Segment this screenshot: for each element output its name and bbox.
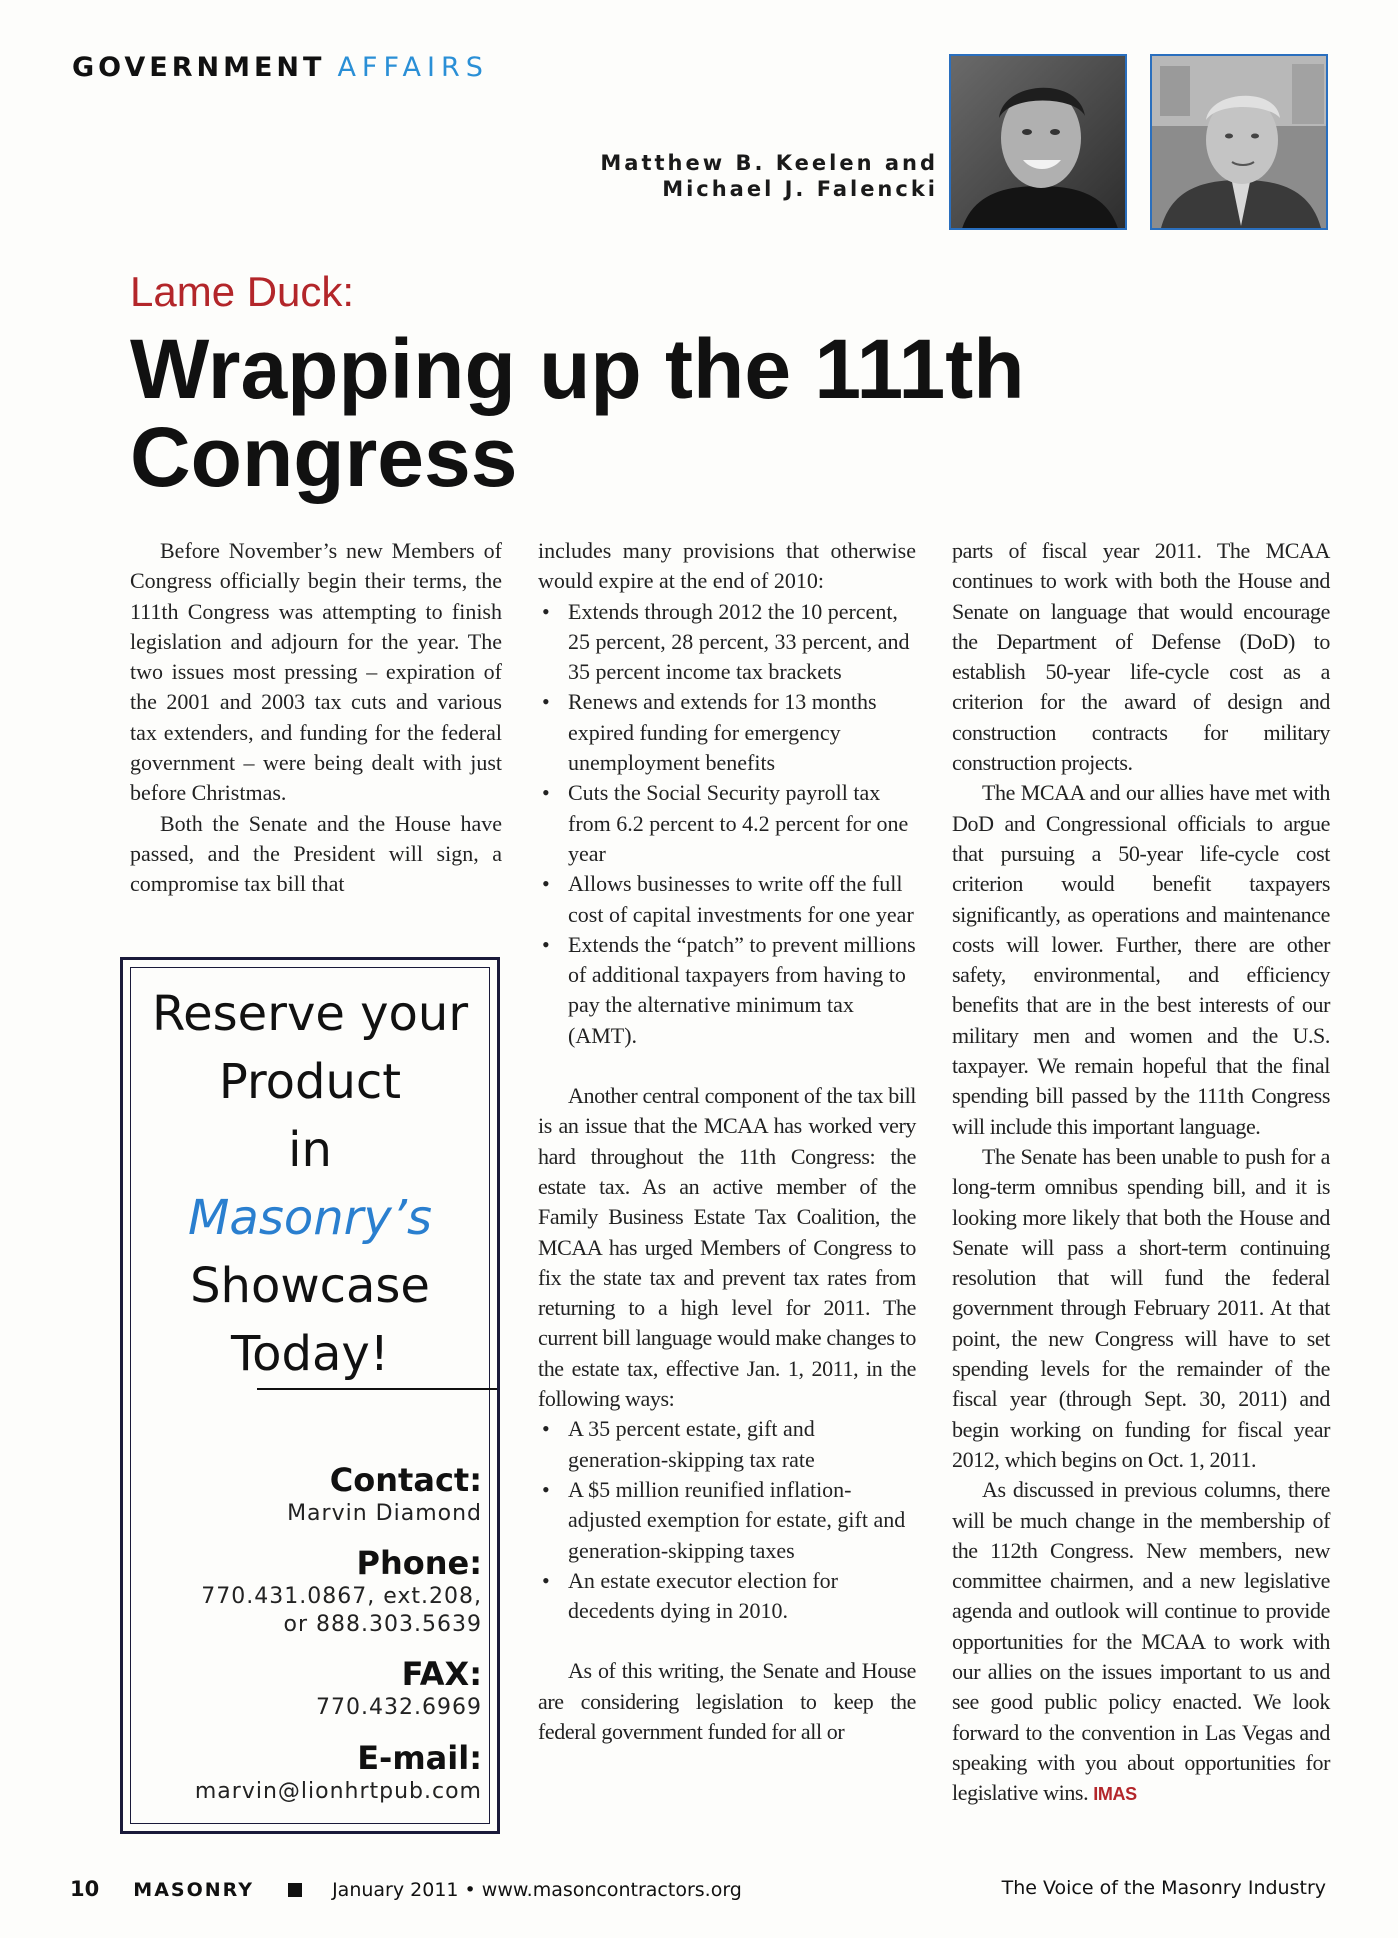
list-item: • Cuts the Social Security payroll tax from 6.2 percent to 4.2 percent for one year bbox=[538, 778, 916, 869]
fax-label: FAX: bbox=[401, 1655, 482, 1693]
list-item: • Extends through 2012 the 10 percent, 25 percent, 28 percent, 33 percent, and 35 percent income tax brackets bbox=[538, 597, 916, 688]
paragraph: As of this writing, the Senate and House are considering legislation to keep the federal government funded for all or bbox=[538, 1658, 916, 1744]
list-item: • Allows businesses to write off the full cost of capital investments for one year bbox=[538, 869, 916, 930]
phone-value-alt: or 888.303.5639 bbox=[283, 1612, 482, 1637]
estate-tax-list bbox=[538, 1414, 916, 1626]
paragraph: includes many provisions that otherwise would expire at the end of 2010: bbox=[538, 538, 916, 594]
phone-value: 770.431.0867, ext.208, bbox=[201, 1584, 482, 1609]
section-label-secondary: AFFAIRS bbox=[337, 52, 489, 83]
footer-square-icon bbox=[288, 1883, 302, 1897]
ad-line: Reserve your bbox=[151, 986, 469, 1042]
footer-left bbox=[70, 1877, 742, 1901]
paragraph-final bbox=[952, 1475, 1330, 1809]
headline-line-1: Wrapping up the 111th bbox=[130, 322, 1025, 416]
ad-contact-block bbox=[287, 1460, 482, 1528]
ad-line: Showcase bbox=[190, 1258, 430, 1314]
article-column-2 bbox=[538, 536, 916, 1747]
paragraph-text: As discussed in previous columns, there will be much change in the membership of the 112th Congress. New members, new committee chairmen, and a new legislative agenda and outlook will continue to provide opportunities for the MCAA to work with our allies on the issues important to us and see good public policy enacted. We look forward to the convention in Las Vegas and speaking with you about opportunities for legislative wins. bbox=[952, 1477, 1330, 1806]
paragraph: The MCAA and our allies have met with DoD and Congressional officials to argue that pursuing a 50-year life-cycle cost criterion would benefit taxpayers significantly, as operations and maintenance costs will lower. Further, there are other safety, environmental, and efficiency benefits that are in the best interests of our military men and women and the U.S. taxpayer. We remain hopeful that the final spending bill passed by the 111th Congress will include this important language. bbox=[952, 780, 1330, 1139]
author-photo-keelen bbox=[949, 54, 1127, 230]
list-item: • A 35 percent estate, gift and generation-skipping tax rate bbox=[538, 1414, 916, 1475]
paragraph: Both the Senate and the House have passed, and the President will sign, a compromise tax bill that bbox=[130, 810, 502, 897]
list-item: • An estate executor election for decedents dying in 2010. bbox=[538, 1566, 916, 1627]
ad-fax-block bbox=[316, 1654, 482, 1722]
portrait-image bbox=[951, 56, 1127, 230]
paragraph: parts of fiscal year 2011. The MCAA continues to work with both the House and Senate on language that would encourage the Department of Defense (DoD) to establish 50-year life-cycle cost as a criterion for the award of design and construction contracts for military construction projects. bbox=[952, 538, 1330, 776]
article-column-1 bbox=[130, 536, 502, 900]
headline-line-2: Congress bbox=[130, 410, 518, 504]
email-link[interactable]: marvin@lionhrtpub.com bbox=[194, 1779, 482, 1804]
byline-line-1: Matthew B. Keelen and bbox=[600, 151, 938, 175]
article-headline bbox=[130, 322, 1025, 504]
kicker-title: Lame Duck: bbox=[130, 268, 355, 315]
list-item: • Extends the “patch” to prevent millions of additional taxpayers from having to pay the alternative minimum tax (AMT). bbox=[538, 930, 916, 1051]
portrait-image bbox=[1152, 56, 1328, 230]
list-item: • A $5 million reunified inflation-adjusted exemption for estate, gift and generation-skipping taxes bbox=[538, 1475, 916, 1566]
ad-headline bbox=[123, 980, 497, 1388]
article-column-3 bbox=[952, 536, 1330, 1809]
ad-email-block bbox=[195, 1738, 482, 1806]
ad-divider bbox=[257, 1388, 497, 1390]
byline bbox=[560, 150, 938, 202]
ad-line-brand: Masonry’s bbox=[187, 1190, 433, 1246]
contact-value: Marvin Diamond bbox=[287, 1501, 482, 1526]
ad-line: in bbox=[288, 1122, 332, 1178]
showcase-ad bbox=[120, 957, 500, 1834]
paragraph: The Senate has been unable to push for a long-term omnibus spending bill, and it is looking more likely that both the House and Senate will pass a short-term continuing resolution that will fund the federal government through February 2011. At that point, the new Congress will have to set spending levels for the remainder of the fiscal year (through Sept. 30, 2011) and begin working on funding for fiscal year 2012, which begins on Oct. 1, 2011. bbox=[952, 1143, 1330, 1472]
paragraph: Before November’s new Members of Congress officially begin their terms, the 111th Congress was attempting to finish legislation and adjourn for the year. The two issues most pressing – expiration of the 2001 and 2003 tax cuts and various tax extenders, and funding for the federal government – were being dealt with just before Christmas. bbox=[130, 538, 502, 806]
page-number: 10 bbox=[70, 1877, 100, 1901]
tax-provisions-list bbox=[538, 597, 916, 1051]
footer-tagline: The Voice of the Masonry Industry bbox=[1001, 1877, 1326, 1899]
ad-phone-block bbox=[201, 1543, 482, 1639]
contact-label: Contact: bbox=[329, 1461, 482, 1499]
author-photo-falencki bbox=[1150, 54, 1328, 230]
phone-label: Phone: bbox=[356, 1544, 482, 1582]
byline-line-2: Michael J. Falencki bbox=[662, 177, 938, 201]
paragraph: Another central component of the tax bill is an issue that the MCAA has worked very hard throughout the 11th Congress: the estate tax. As an active member of the Family Business Estate Tax Coalition, the MCAA has urged Members of Congress to fix the state tax and prevent tax rates from returning to a high level for 2011. The current bill language would make changes to the estate tax, effective Jan. 1, 2011, in the following ways: bbox=[538, 1083, 916, 1412]
section-label-primary: GOVERNMENT bbox=[72, 52, 326, 83]
end-mark: IMAS bbox=[1093, 1784, 1137, 1805]
email-label: E-mail: bbox=[357, 1739, 482, 1777]
ad-line: Today! bbox=[230, 1326, 390, 1382]
issue-date-url: January 2011 • www.masoncontractors.org bbox=[332, 1879, 742, 1901]
magazine-name: MASONRY bbox=[133, 1879, 254, 1901]
list-item: • Renews and extends for 13 months expired funding for emergency unemployment benefits bbox=[538, 687, 916, 778]
section-header bbox=[72, 52, 489, 83]
ad-line: Product bbox=[218, 1054, 402, 1110]
fax-value: 770.432.6969 bbox=[316, 1695, 482, 1720]
